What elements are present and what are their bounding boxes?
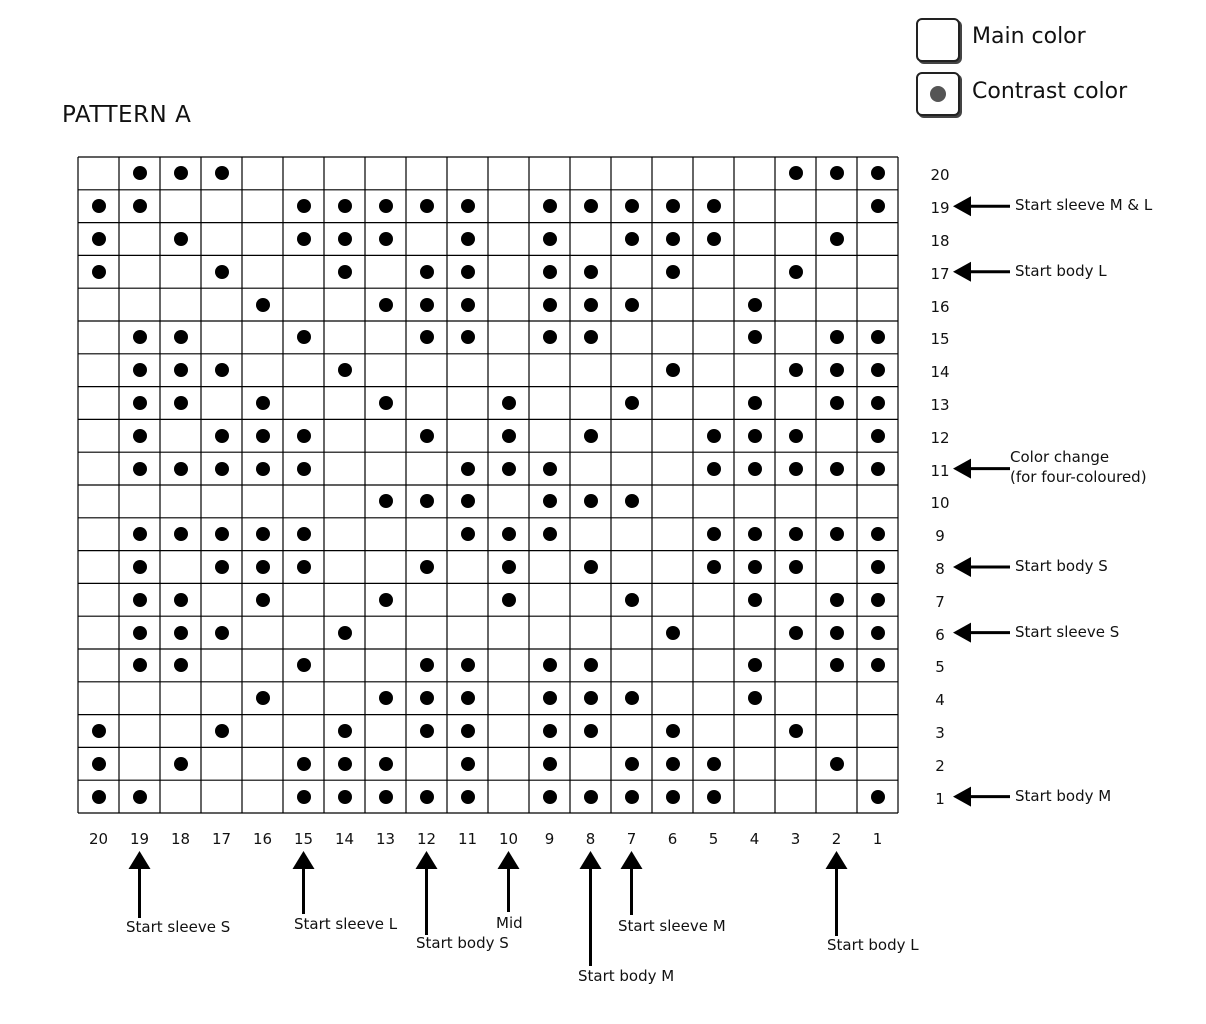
page-title: PATTERN A [62,102,192,128]
contrast-stitch [584,199,598,213]
contrast-stitch [625,757,639,771]
contrast-stitch [543,494,557,508]
contrast-stitch [174,626,188,640]
contrast-stitch [830,330,844,344]
contrast-stitch [420,691,434,705]
contrast-stitch [584,330,598,344]
contrast-stitch [379,691,393,705]
contrast-stitch [707,560,721,574]
contrast-stitch [256,560,270,574]
column-number: 18 [170,830,191,848]
column-number: 11 [457,830,478,848]
row-annotation-label: Start body M [1015,786,1112,805]
contrast-stitch [789,626,803,640]
column-annotation-label: Start sleeve L [294,915,398,933]
contrast-stitch [543,691,557,705]
contrast-stitch [625,232,639,246]
contrast-stitch [707,790,721,804]
column-number: 5 [708,830,719,848]
contrast-stitch [379,790,393,804]
contrast-stitch [871,626,885,640]
contrast-stitch [748,560,762,574]
contrast-stitch [584,429,598,443]
contrast-stitch [789,429,803,443]
row-annotation-label: Start body L [1015,261,1107,280]
contrast-stitch [338,790,352,804]
contrast-stitch [748,691,762,705]
contrast-stitch [338,232,352,246]
row-number: 4 [935,691,945,710]
contrast-stitch [707,199,721,213]
knitting-chart-grid [78,157,898,813]
contrast-stitch [502,527,516,541]
contrast-stitch [584,494,598,508]
contrast-stitch [748,429,762,443]
contrast-stitch [830,462,844,476]
contrast-stitch [707,527,721,541]
contrast-stitch [543,527,557,541]
contrast-stitch [625,396,639,410]
contrast-stitch [256,429,270,443]
contrast-stitch [297,757,311,771]
contrast-stitch [871,363,885,377]
contrast-stitch [133,429,147,443]
column-number: 13 [375,830,396,848]
column-number: 3 [790,830,801,848]
contrast-stitch [379,757,393,771]
column-annotation-label: Start sleeve S [126,918,231,936]
contrast-stitch [789,527,803,541]
contrast-stitch [543,199,557,213]
row-number: 20 [930,166,950,185]
contrast-stitch [830,527,844,541]
row-number: 17 [930,264,950,283]
row-annotation-label: (for four-coloured) [1010,467,1147,486]
column-number: 1 [872,830,883,848]
contrast-stitch [584,724,598,738]
contrast-stitch [871,790,885,804]
contrast-stitch [379,396,393,410]
contrast-stitch [871,593,885,607]
contrast-stitch [543,658,557,672]
contrast-stitch [338,757,352,771]
column-number: 8 [585,830,596,848]
column-number: 16 [252,830,273,848]
contrast-stitch [543,330,557,344]
contrast-stitch [543,724,557,738]
contrast-stitch [174,462,188,476]
contrast-stitch [830,658,844,672]
contrast-stitch [543,790,557,804]
row-annotation-label: Start sleeve S [1015,622,1120,641]
contrast-stitch [420,429,434,443]
contrast-stitch [461,757,475,771]
contrast-stitch [461,199,475,213]
contrast-stitch [502,429,516,443]
contrast-stitch [174,757,188,771]
contrast-stitch [871,560,885,574]
contrast-stitch [297,232,311,246]
contrast-stitch [215,166,229,180]
contrast-stitch [215,527,229,541]
contrast-stitch [871,429,885,443]
contrast-stitch [297,790,311,804]
column-annotation-arrow-head [293,851,315,869]
contrast-stitch [543,757,557,771]
contrast-stitch [92,265,106,279]
contrast-stitch [133,626,147,640]
contrast-stitch [133,658,147,672]
contrast-stitch [461,298,475,312]
contrast-stitch [133,790,147,804]
contrast-stitch [92,724,106,738]
main-color-label: Main color [972,24,1086,49]
contrast-stitch [420,724,434,738]
contrast-stitch [625,691,639,705]
contrast-stitch [789,166,803,180]
contrast-stitch [748,330,762,344]
contrast-stitch [871,658,885,672]
contrast-stitch [174,396,188,410]
contrast-stitch [92,790,106,804]
column-number: 7 [626,830,637,848]
contrast-stitch [666,232,680,246]
contrast-stitch [174,363,188,377]
contrast-stitch [789,724,803,738]
contrast-stitch [748,298,762,312]
contrast-stitch [871,462,885,476]
contrast-stitch [379,593,393,607]
contrast-stitch [625,199,639,213]
contrast-stitch [666,363,680,377]
contrast-stitch [133,199,147,213]
column-annotation-arrow-head [580,851,602,869]
contrast-stitch [666,265,680,279]
contrast-stitch [297,462,311,476]
contrast-stitch [748,593,762,607]
column-annotation-arrow-head [498,851,520,869]
row-number: 3 [935,724,945,742]
contrast-stitch [420,265,434,279]
contrast-stitch [338,724,352,738]
row-number: 1 [935,789,945,808]
contrast-stitch [789,265,803,279]
column-annotation-label: Start body L [827,936,919,954]
column-annotation-arrow-head [621,851,643,869]
contrast-stitch [625,298,639,312]
column-annotation-label: Start body M [578,967,675,985]
row-number: 18 [930,232,950,250]
contrast-stitch [215,429,229,443]
contrast-stitch [871,527,885,541]
contrast-stitch [420,560,434,574]
row-number: 13 [930,396,950,414]
contrast-stitch [748,396,762,410]
row-number: 10 [930,494,950,513]
contrast-stitch [707,757,721,771]
row-number: 8 [935,560,945,578]
contrast-stitch [584,658,598,672]
contrast-stitch [420,658,434,672]
column-annotation-label: Start body S [416,934,509,952]
contrast-stitch [871,199,885,213]
contrast-stitch [297,658,311,672]
contrast-stitch [297,560,311,574]
contrast-stitch [297,429,311,443]
row-annotation-label: Start sleeve M & L [1015,196,1153,215]
contrast-stitch [256,462,270,476]
contrast-stitch [830,363,844,377]
contrast-stitch [748,658,762,672]
contrast-stitch [297,527,311,541]
contrast-stitch [461,527,475,541]
row-number: 14 [930,363,950,382]
contrast-stitch [502,462,516,476]
contrast-stitch [338,199,352,213]
contrast-stitch [830,757,844,771]
contrast-stitch [133,593,147,607]
contrast-color-label: Contrast color [972,79,1128,104]
column-annotation-arrow-head [129,851,151,869]
contrast-stitch [625,790,639,804]
row-number: 9 [935,527,945,546]
column-annotation-label: Start sleeve M [618,917,726,935]
contrast-stitch [666,757,680,771]
contrast-stitch [584,691,598,705]
contrast-stitch [133,560,147,574]
contrast-stitch [502,560,516,574]
contrast-stitch [789,560,803,574]
contrast-stitch [830,166,844,180]
contrast-stitch [174,658,188,672]
row-number: 5 [935,658,945,677]
contrast-stitch [830,232,844,246]
row-number: 15 [930,330,950,349]
contrast-stitch [92,232,106,246]
contrast-stitch [215,265,229,279]
row-number: 16 [930,297,950,316]
contrast-stitch [256,527,270,541]
contrast-stitch [379,232,393,246]
contrast-stitch [625,593,639,607]
contrast-stitch [789,462,803,476]
contrast-stitch [256,298,270,312]
contrast-stitch [748,527,762,541]
contrast-stitch [215,462,229,476]
column-number: 10 [498,830,519,848]
row-number: 11 [930,461,950,480]
column-number: 17 [211,830,232,848]
contrast-stitch [133,166,147,180]
row-number: 12 [930,428,950,447]
contrast-stitch [379,298,393,312]
contrast-stitch [420,494,434,508]
contrast-stitch [92,757,106,771]
row-number: 2 [935,756,945,775]
contrast-stitch [502,396,516,410]
column-number: 4 [749,830,760,848]
contrast-stitch [133,363,147,377]
contrast-stitch [420,298,434,312]
row-annotation-label: Color change [1010,447,1110,466]
column-number: 15 [293,830,314,848]
contrast-stitch [338,363,352,377]
column-number: 6 [667,830,678,848]
column-number: 19 [129,830,150,848]
contrast-stitch [461,265,475,279]
contrast-stitch [256,691,270,705]
contrast-stitch [174,232,188,246]
contrast-stitch [133,396,147,410]
contrast-stitch [338,626,352,640]
column-number: 9 [544,830,555,848]
contrast-stitch [256,396,270,410]
contrast-stitch [379,199,393,213]
row-number: 6 [935,625,945,644]
column-annotation-label: Mid [496,914,523,932]
contrast-stitch [297,330,311,344]
contrast-stitch [215,560,229,574]
contrast-stitch [133,462,147,476]
row-number: 19 [930,199,950,218]
contrast-stitch [584,298,598,312]
contrast-stitch [256,593,270,607]
contrast-stitch [297,199,311,213]
contrast-stitch [625,494,639,508]
contrast-stitch [666,790,680,804]
contrast-stitch [215,363,229,377]
contrast-stitch [707,232,721,246]
contrast-stitch [666,626,680,640]
row-number: 7 [935,592,945,611]
contrast-stitch [871,166,885,180]
contrast-stitch [748,462,762,476]
contrast-stitch [461,232,475,246]
contrast-stitch [461,691,475,705]
row-annotation-label: Start body S [1015,557,1108,575]
contrast-stitch [420,330,434,344]
contrast-stitch [584,790,598,804]
contrast-stitch [543,462,557,476]
contrast-stitch [215,626,229,640]
contrast-stitch [502,593,516,607]
contrast-stitch [461,494,475,508]
column-number: 14 [334,830,355,848]
contrast-stitch [871,330,885,344]
contrast-stitch [420,199,434,213]
contrast-stitch [543,232,557,246]
contrast-stitch [133,330,147,344]
column-number: 2 [831,830,842,848]
contrast-stitch [338,265,352,279]
contrast-stitch [174,593,188,607]
contrast-stitch [174,330,188,344]
contrast-stitch [461,790,475,804]
contrast-stitch [174,527,188,541]
contrast-stitch [707,462,721,476]
column-annotation-arrow-head [826,851,848,869]
contrast-stitch [379,494,393,508]
contrast-stitch [707,429,721,443]
column-number: 12 [416,830,437,848]
contrast-stitch [461,462,475,476]
contrast-stitch [789,363,803,377]
contrast-stitch [584,265,598,279]
contrast-stitch [92,199,106,213]
contrast-stitch [543,298,557,312]
contrast-stitch [461,724,475,738]
contrast-stitch [830,396,844,410]
column-number: 20 [88,830,109,848]
contrast-stitch [461,330,475,344]
contrast-stitch [174,166,188,180]
contrast-stitch [871,396,885,410]
contrast-stitch [666,724,680,738]
contrast-stitch [830,593,844,607]
contrast-stitch [420,790,434,804]
contrast-stitch [461,658,475,672]
contrast-stitch [584,560,598,574]
contrast-stitch [215,724,229,738]
contrast-stitch [133,527,147,541]
contrast-stitch [666,199,680,213]
column-annotation-arrow-head [416,851,438,869]
contrast-stitch [543,265,557,279]
contrast-stitch [830,626,844,640]
